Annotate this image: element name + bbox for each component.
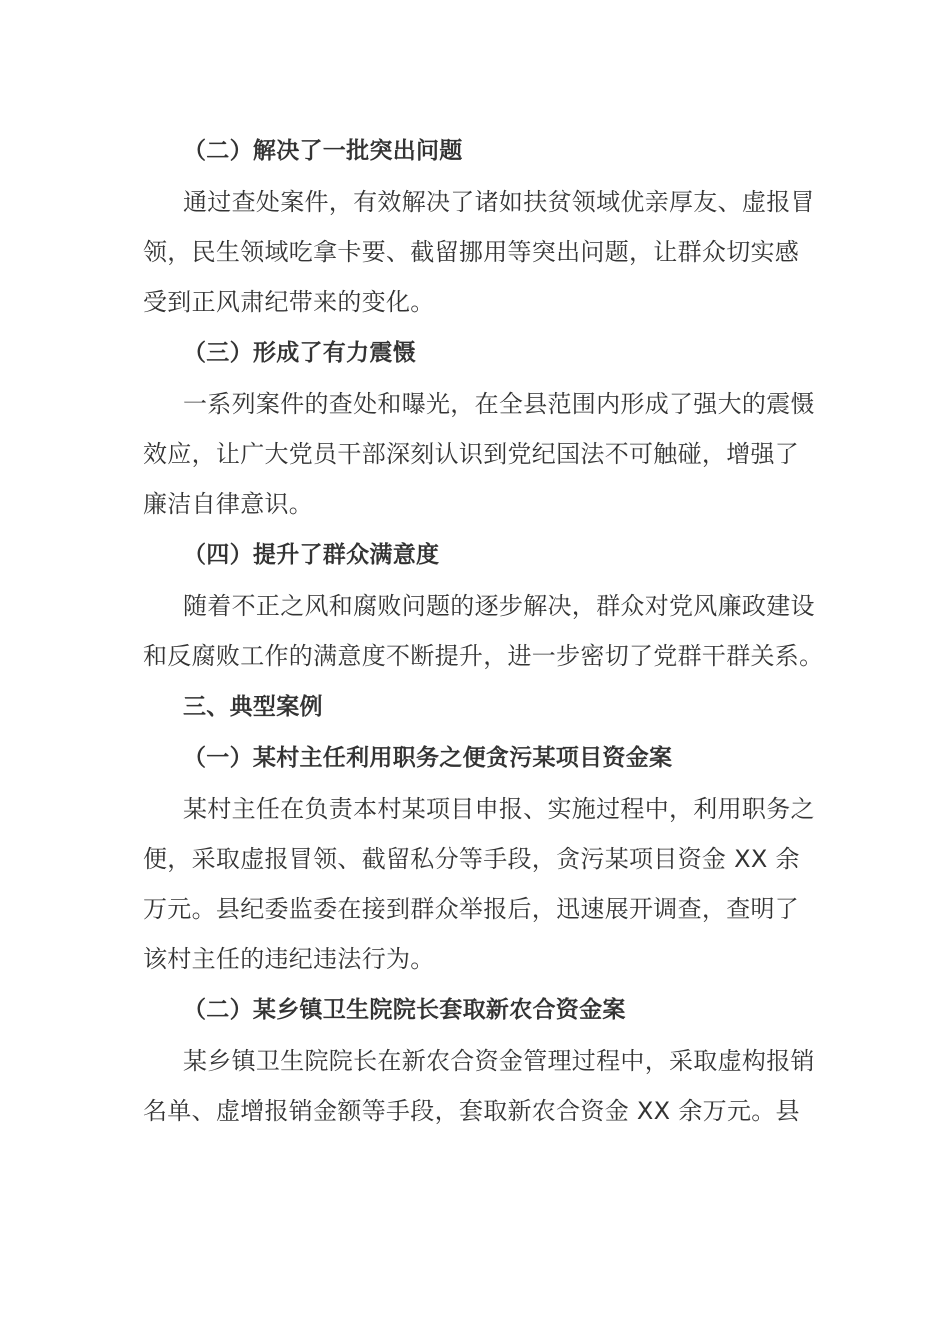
paragraph-line: 该村主任的违纪违法行为。 [143,945,435,973]
paragraph-line: 便，采取虚报冒领、截留私分等手段，贪污某项目资金 XX 余 [143,845,800,873]
paragraph-line: 某村主任在负责本村某项目申报、实施过程中，利用职务之 [183,795,815,823]
case-heading: （二）某乡镇卫生院院长套取新农合资金案 [183,997,626,1023]
case-heading: （一）某村主任利用职务之便贪污某项目资金案 [183,745,673,771]
section-heading: （三）形成了有力震慑 [183,340,416,366]
section-heading: （四）提升了群众满意度 [183,542,440,568]
paragraph-line: 一系列案件的查处和曝光，在全县范围内形成了强大的震慑 [183,390,815,418]
paragraph-line: 某乡镇卫生院院长在新农合资金管理过程中，采取虚构报销 [183,1047,815,1075]
paragraph-line: 随着不正之风和腐败问题的逐步解决，群众对党风廉政建设 [183,592,815,620]
paragraph-line: 廉洁自律意识。 [143,490,314,518]
part-heading: 三、典型案例 [183,694,323,720]
paragraph-line: 效应，让广大党员干部深刻认识到党纪国法不可触碰，增强了 [143,440,800,468]
paragraph-line: 受到正风肃纪带来的变化。 [143,288,435,316]
paragraph-line: 领，民生领域吃拿卡要、截留挪用等突出问题，让群众切实感 [143,238,800,266]
paragraph-line: 名单、虚增报销金额等手段，套取新农合资金 XX 余万元。县 [143,1097,800,1125]
section-heading: （二）解决了一批突出问题 [183,138,463,164]
paragraph-line: 和反腐败工作的满意度不断提升，进一步密切了党群干群关系。 [143,642,824,670]
paragraph-line: 万元。县纪委监委在接到群众举报后，迅速展开调查，查明了 [143,895,800,923]
paragraph-line: 通过查处案件，有效解决了诸如扶贫领域优亲厚友、虚报冒 [183,188,815,216]
